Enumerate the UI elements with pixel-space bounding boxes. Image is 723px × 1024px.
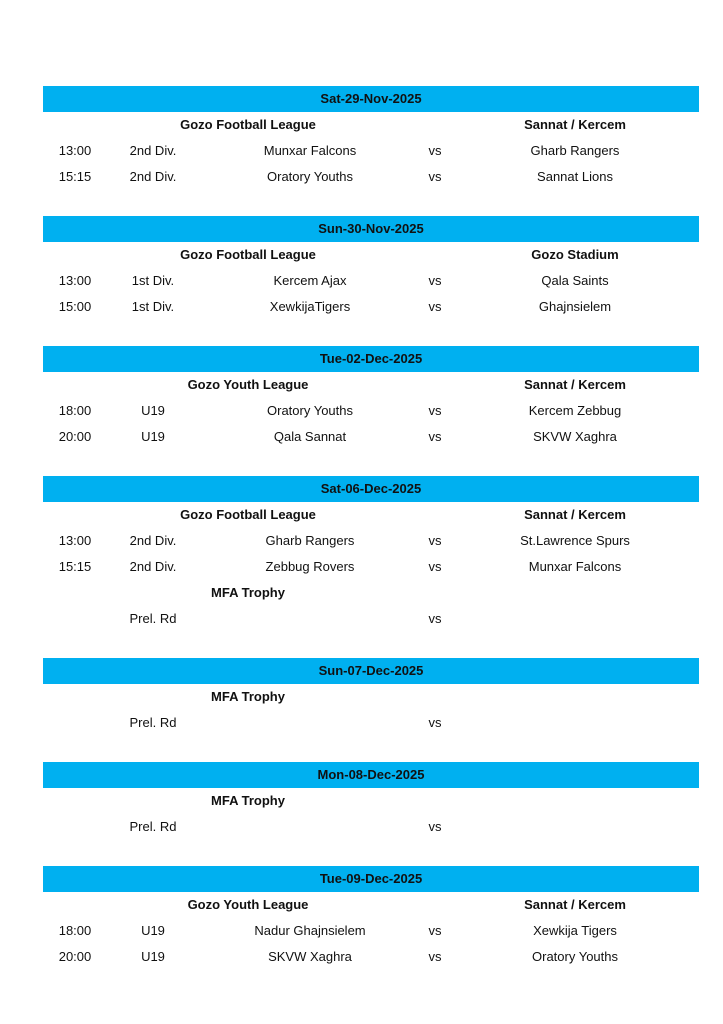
competition-row xyxy=(43,372,699,398)
away-team: Ghajnsielem xyxy=(538,299,612,314)
vs-label: vs xyxy=(428,429,442,444)
match-row xyxy=(43,138,699,164)
venue-name: Gozo Stadium xyxy=(531,247,619,262)
kickoff-time: 18:00 xyxy=(58,403,92,418)
date-header: Sun-30-Nov-2025 xyxy=(43,216,699,242)
home-team: Munxar Falcons xyxy=(263,143,357,158)
match-row xyxy=(43,710,699,736)
match-row xyxy=(43,814,699,840)
kickoff-time: 18:00 xyxy=(58,923,92,938)
date-header: Sat-06-Dec-2025 xyxy=(43,476,699,502)
vs-label: vs xyxy=(428,819,442,834)
home-team: Kercem Ajax xyxy=(273,273,347,288)
kickoff-time: 15:00 xyxy=(58,299,92,314)
vs-label: vs xyxy=(428,273,442,288)
competition-name: Gozo Youth League xyxy=(187,377,309,392)
day-section xyxy=(43,476,699,632)
fixtures-schedule xyxy=(43,86,699,996)
competition-row xyxy=(43,788,699,814)
competition-name: MFA Trophy xyxy=(211,689,285,704)
away-team: Qala Saints xyxy=(541,273,609,288)
date-header: Tue-02-Dec-2025 xyxy=(43,346,699,372)
division: 2nd Div. xyxy=(129,169,177,184)
day-section xyxy=(43,762,699,840)
match-row xyxy=(43,944,699,970)
division: 2nd Div. xyxy=(129,143,177,158)
match-row xyxy=(43,294,699,320)
date-header: Sun-07-Dec-2025 xyxy=(43,658,699,684)
home-team: Oratory Youths xyxy=(267,403,353,418)
competition-row xyxy=(43,242,699,268)
competition-name: Gozo Youth League xyxy=(187,897,309,912)
match-row xyxy=(43,918,699,944)
away-team: Gharb Rangers xyxy=(530,143,620,158)
competition-name: MFA Trophy xyxy=(211,585,285,600)
away-team: Kercem Zebbug xyxy=(528,403,622,418)
division: Prel. Rd xyxy=(129,611,177,626)
vs-label: vs xyxy=(428,715,442,730)
away-team: SKVW Xaghra xyxy=(533,429,617,444)
venue-name: Sannat / Kercem xyxy=(524,117,626,132)
kickoff-time: 15:15 xyxy=(58,559,92,574)
competition-name: MFA Trophy xyxy=(211,793,285,808)
home-team: Nadur Ghajnsielem xyxy=(254,923,366,938)
date-header: Tue-09-Dec-2025 xyxy=(43,866,699,892)
day-section xyxy=(43,216,699,320)
match-row xyxy=(43,554,699,580)
competition-name: Gozo Football League xyxy=(180,117,316,132)
competition-row xyxy=(43,112,699,138)
competition-name: Gozo Football League xyxy=(180,247,316,262)
competition-row xyxy=(43,502,699,528)
date-header: Sat-29-Nov-2025 xyxy=(43,86,699,112)
away-team: Munxar Falcons xyxy=(528,559,622,574)
division: Prel. Rd xyxy=(129,715,177,730)
division: U19 xyxy=(141,429,165,444)
kickoff-time: 13:00 xyxy=(58,143,92,158)
match-row xyxy=(43,164,699,190)
vs-label: vs xyxy=(428,559,442,574)
division: Prel. Rd xyxy=(129,819,177,834)
vs-label: vs xyxy=(428,611,442,626)
vs-label: vs xyxy=(428,169,442,184)
home-team: Qala Sannat xyxy=(273,429,347,444)
match-row xyxy=(43,268,699,294)
home-team: Gharb Rangers xyxy=(265,533,355,548)
date-header: Mon-08-Dec-2025 xyxy=(43,762,699,788)
division: 1st Div. xyxy=(131,273,175,288)
division: 2nd Div. xyxy=(129,559,177,574)
division: 1st Div. xyxy=(131,299,175,314)
away-team: St.Lawrence Spurs xyxy=(520,533,630,548)
day-section xyxy=(43,658,699,736)
day-section xyxy=(43,346,699,450)
match-row xyxy=(43,424,699,450)
vs-label: vs xyxy=(428,923,442,938)
day-section xyxy=(43,86,699,190)
venue-name: Sannat / Kercem xyxy=(524,377,626,392)
division: 2nd Div. xyxy=(129,533,177,548)
competition-name: Gozo Football League xyxy=(180,507,316,522)
division: U19 xyxy=(141,949,165,964)
home-team: XewkijaTigers xyxy=(269,299,351,314)
competition-row xyxy=(43,684,699,710)
vs-label: vs xyxy=(428,403,442,418)
match-row xyxy=(43,398,699,424)
away-team: Oratory Youths xyxy=(532,949,618,964)
match-row xyxy=(43,606,699,632)
home-team: Zebbug Rovers xyxy=(265,559,355,574)
day-section xyxy=(43,866,699,970)
division: U19 xyxy=(141,923,165,938)
venue-name: Sannat / Kercem xyxy=(524,897,626,912)
venue-name: Sannat / Kercem xyxy=(524,507,626,522)
vs-label: vs xyxy=(428,949,442,964)
kickoff-time: 20:00 xyxy=(58,429,92,444)
kickoff-time: 20:00 xyxy=(58,949,92,964)
vs-label: vs xyxy=(428,299,442,314)
competition-row xyxy=(43,580,699,606)
away-team: Sannat Lions xyxy=(537,169,613,184)
home-team: Oratory Youths xyxy=(267,169,353,184)
vs-label: vs xyxy=(428,533,442,548)
away-team: Xewkija Tigers xyxy=(533,923,617,938)
kickoff-time: 13:00 xyxy=(58,273,92,288)
match-row xyxy=(43,528,699,554)
home-team: SKVW Xaghra xyxy=(268,949,352,964)
competition-row xyxy=(43,892,699,918)
kickoff-time: 15:15 xyxy=(58,169,92,184)
vs-label: vs xyxy=(428,143,442,158)
kickoff-time: 13:00 xyxy=(58,533,92,548)
division: U19 xyxy=(141,403,165,418)
